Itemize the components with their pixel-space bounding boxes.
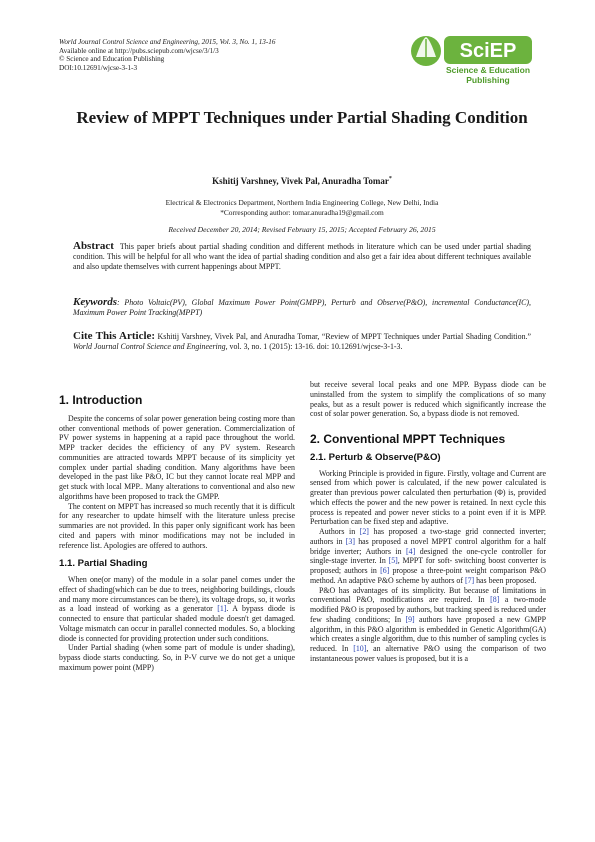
author-mark: * (388, 176, 392, 182)
author-list (60, 176, 544, 186)
keywords-text: : Photo Voltaic(PV), Global Maximum Power Point(GMPP), Perturb and Observe(P&O), incremental Conductance(IC), Maximum Power Point Tracking(MPPT) (73, 298, 531, 317)
abstract-block (73, 241, 531, 272)
ref-link-3[interactable]: [3] (345, 536, 355, 546)
abstract-text: This paper briefs about partial shading condition and different methods in literature which can be used under partial shading condition. This will be helpful for all who want the idea of partial shading condition and also get a fair idea about different techniques available and also update themselves with current happenings about MPPT. (73, 242, 531, 271)
partial-shading-paragraph-2: Under Partial shading (when some part of module is under shading), bypass diode starts conducting. So, in P-V curve we do not get a unique maximum power point (MPP) (59, 643, 295, 672)
abstract-label: Abstract (73, 240, 114, 252)
doi-line: DOI:10.12691/wjcse-3-1-3 (59, 63, 138, 72)
po2-c: has proposed a novel MPPT control algorithm for a half bridge inverter; Authors in (310, 536, 546, 556)
paper-title: Review of MPPT Techniques under Partial Shading Condition (76, 108, 528, 127)
po2-g: has been proposed. (474, 575, 537, 585)
affiliation: Electrical & Electronics Department, Northern India Engineering College, New Delhi, India (165, 198, 439, 207)
section-heading-conventional-mppt: 2. Conventional MPPT Techniques (310, 432, 506, 446)
ref-link-6[interactable]: [6] (380, 566, 390, 575)
po2-e: , MPPT for soft- switching boost converter is proposed; authors in (310, 556, 546, 575)
section-heading-partial-shading: 1.1. Partial Shading (59, 558, 148, 570)
ref-link-10[interactable]: [10] (353, 644, 367, 653)
cite-block (73, 331, 531, 352)
cite-journal: World Journal Control Science and Engineering (73, 342, 226, 351)
po3-c: authors have proposed a new GMPP algorithm, in this P&O algorithm is embedded in Genetic Algorithm(GA) which creates a single algorithm, due to this number of sampling cycles is reduced. In (310, 614, 546, 653)
left-column (59, 380, 295, 673)
po2-f: propose a three-point weight comparison P&O method. An adaptive P&O scheme by authors of (310, 566, 547, 585)
ref-link-7[interactable]: [7] (464, 575, 475, 585)
po2-b: has proposed a two-stage grid connected inverter; authors in (310, 527, 546, 546)
sciep-logo-icon (410, 31, 538, 85)
journal-citation: World Journal Control Science and Engineering, 2015, Vol. 3, No. 1, 13-16 (59, 38, 276, 46)
section-heading-perturb-observe: 2.1. Perturb & Observe(P&O) (310, 451, 441, 463)
intro-paragraph-1: Despite the concerns of solar power generation being costing more than other conventional methods of power generation. Commercialization of PV power systems in happening at a rapid pace throughout the world. MPP tracker decides the efficiency of any PV system. Research communities are attracted towards MPPT because of its simplicity yet complex under partial shading condition. Many algorithms have been developed in the past like P&O, IC but they cannot locate real MPP and get stuck with local MPP.. Many alterations to conventional and also new algorithms have been proposed to track the GMPP. (59, 413, 295, 501)
po-paragraph-1: Working Principle is provided in figure. Firstly, voltage and Current are sensed from which power is calculated, if the new power calculated is greater than previous power calculated then perturbation (Φ) is, provided which effects the power and the new power is retained. In next cycle this process is repeated and power never sticks to a point even if it is MPP. Perturbation can be fixed step and adaptive. (310, 468, 546, 527)
cite-label: Cite This Article: (73, 330, 156, 342)
ref-link-9[interactable]: [9] (405, 614, 415, 624)
ref-link-1[interactable]: [1] (217, 604, 227, 614)
ref-link-8[interactable]: [8] (490, 595, 500, 605)
available-online-link[interactable]: Available online at http://pubs.sciepub.com/wjcse/3/1/3 (59, 46, 219, 55)
cite-pre: Kshitij Varshney, Vivek Pal, and Anuradha Tomar, “Review of MPPT Techniques under Partial Shading Condition.” (155, 332, 531, 341)
copyright-line: © Science and Education Publishing (59, 55, 165, 64)
logo-line1: Science & Education (445, 65, 531, 75)
journal-header (59, 38, 275, 72)
po2-d: designed the one-cycle controller for single-stage inverter. In (310, 546, 547, 566)
keywords-label: Keywords (73, 296, 117, 308)
ps-text-b: . A bypass diode is connected to ensure that particular shaded module doesn't get damaged. Voltage mismatch can occur in parallel connected modules. So, a blocking diode is connected for providing protection under such conditions. (59, 604, 295, 643)
po2-a: Authors in (319, 527, 360, 536)
ps-text-a: When one(or many) of the module in a solar panel comes under the effect of shading(which can be due to trees, neighboring buildings, clouds and many more circumstances can be there), its voltage drops, so, it works as a load instead of working as a generator (59, 575, 295, 614)
author-names: Kshitij Varshney, Vivek Pal, Anuradha Tomar (212, 176, 389, 186)
po3-b: a two-mode modified P&O is proposed by authors, but tracking speed is reduced under few shading conditions; In (310, 595, 546, 624)
po3-a: P&O has advantages of its simplicity. But because of limitations in conventional P&O, modifications are required. In (310, 585, 546, 605)
section-heading-introduction: 1. Introduction (59, 393, 143, 407)
po3-d: , an alternative P&O using the comparison of two instantaneous power values is proposed, but it is a (310, 644, 546, 663)
ref-link-2[interactable]: [2] (359, 527, 369, 536)
right-continuation-paragraph: but receive several local peaks and one MPP. Bypass diode can be uninstalled from the system to simplify the complications of so many peaks, but as a result power is reduced which significantly increase the cost of solar power generation. So, a bypass diode is not removed. (310, 380, 546, 419)
intro-paragraph-2: The content on MPPT has increased so much recently that it is difficult for any researcher to update himself with the literature unless precise summaries are not provided. In this paper only significant work has been cited and papers with minor modifications may not be included in reference list. Apologies are offered to authors. (59, 501, 295, 550)
corresponding-author: *Corresponding author: tomar.anuradha19@gmail.com (220, 208, 384, 217)
keywords-block (73, 297, 531, 318)
ref-link-5[interactable]: [5] (388, 556, 398, 566)
affiliation-block (60, 198, 544, 218)
logo-brand: SciEP (459, 40, 517, 62)
po-paragraph-2 (310, 527, 546, 586)
partial-shading-paragraph-1 (59, 575, 295, 643)
right-column (310, 380, 546, 664)
ref-link-4[interactable]: [4] (406, 546, 416, 556)
logo-line2: Publishing (466, 75, 510, 85)
cite-post: , vol. 3, no. 1 (2015): 13-16. doi: 10.12691/wjcse-3-1-3. (225, 342, 403, 351)
received-dates: Received December 20, 2014; Revised February 15, 2015; Accepted February 26, 2015 (168, 225, 436, 234)
po-paragraph-3 (310, 586, 546, 664)
